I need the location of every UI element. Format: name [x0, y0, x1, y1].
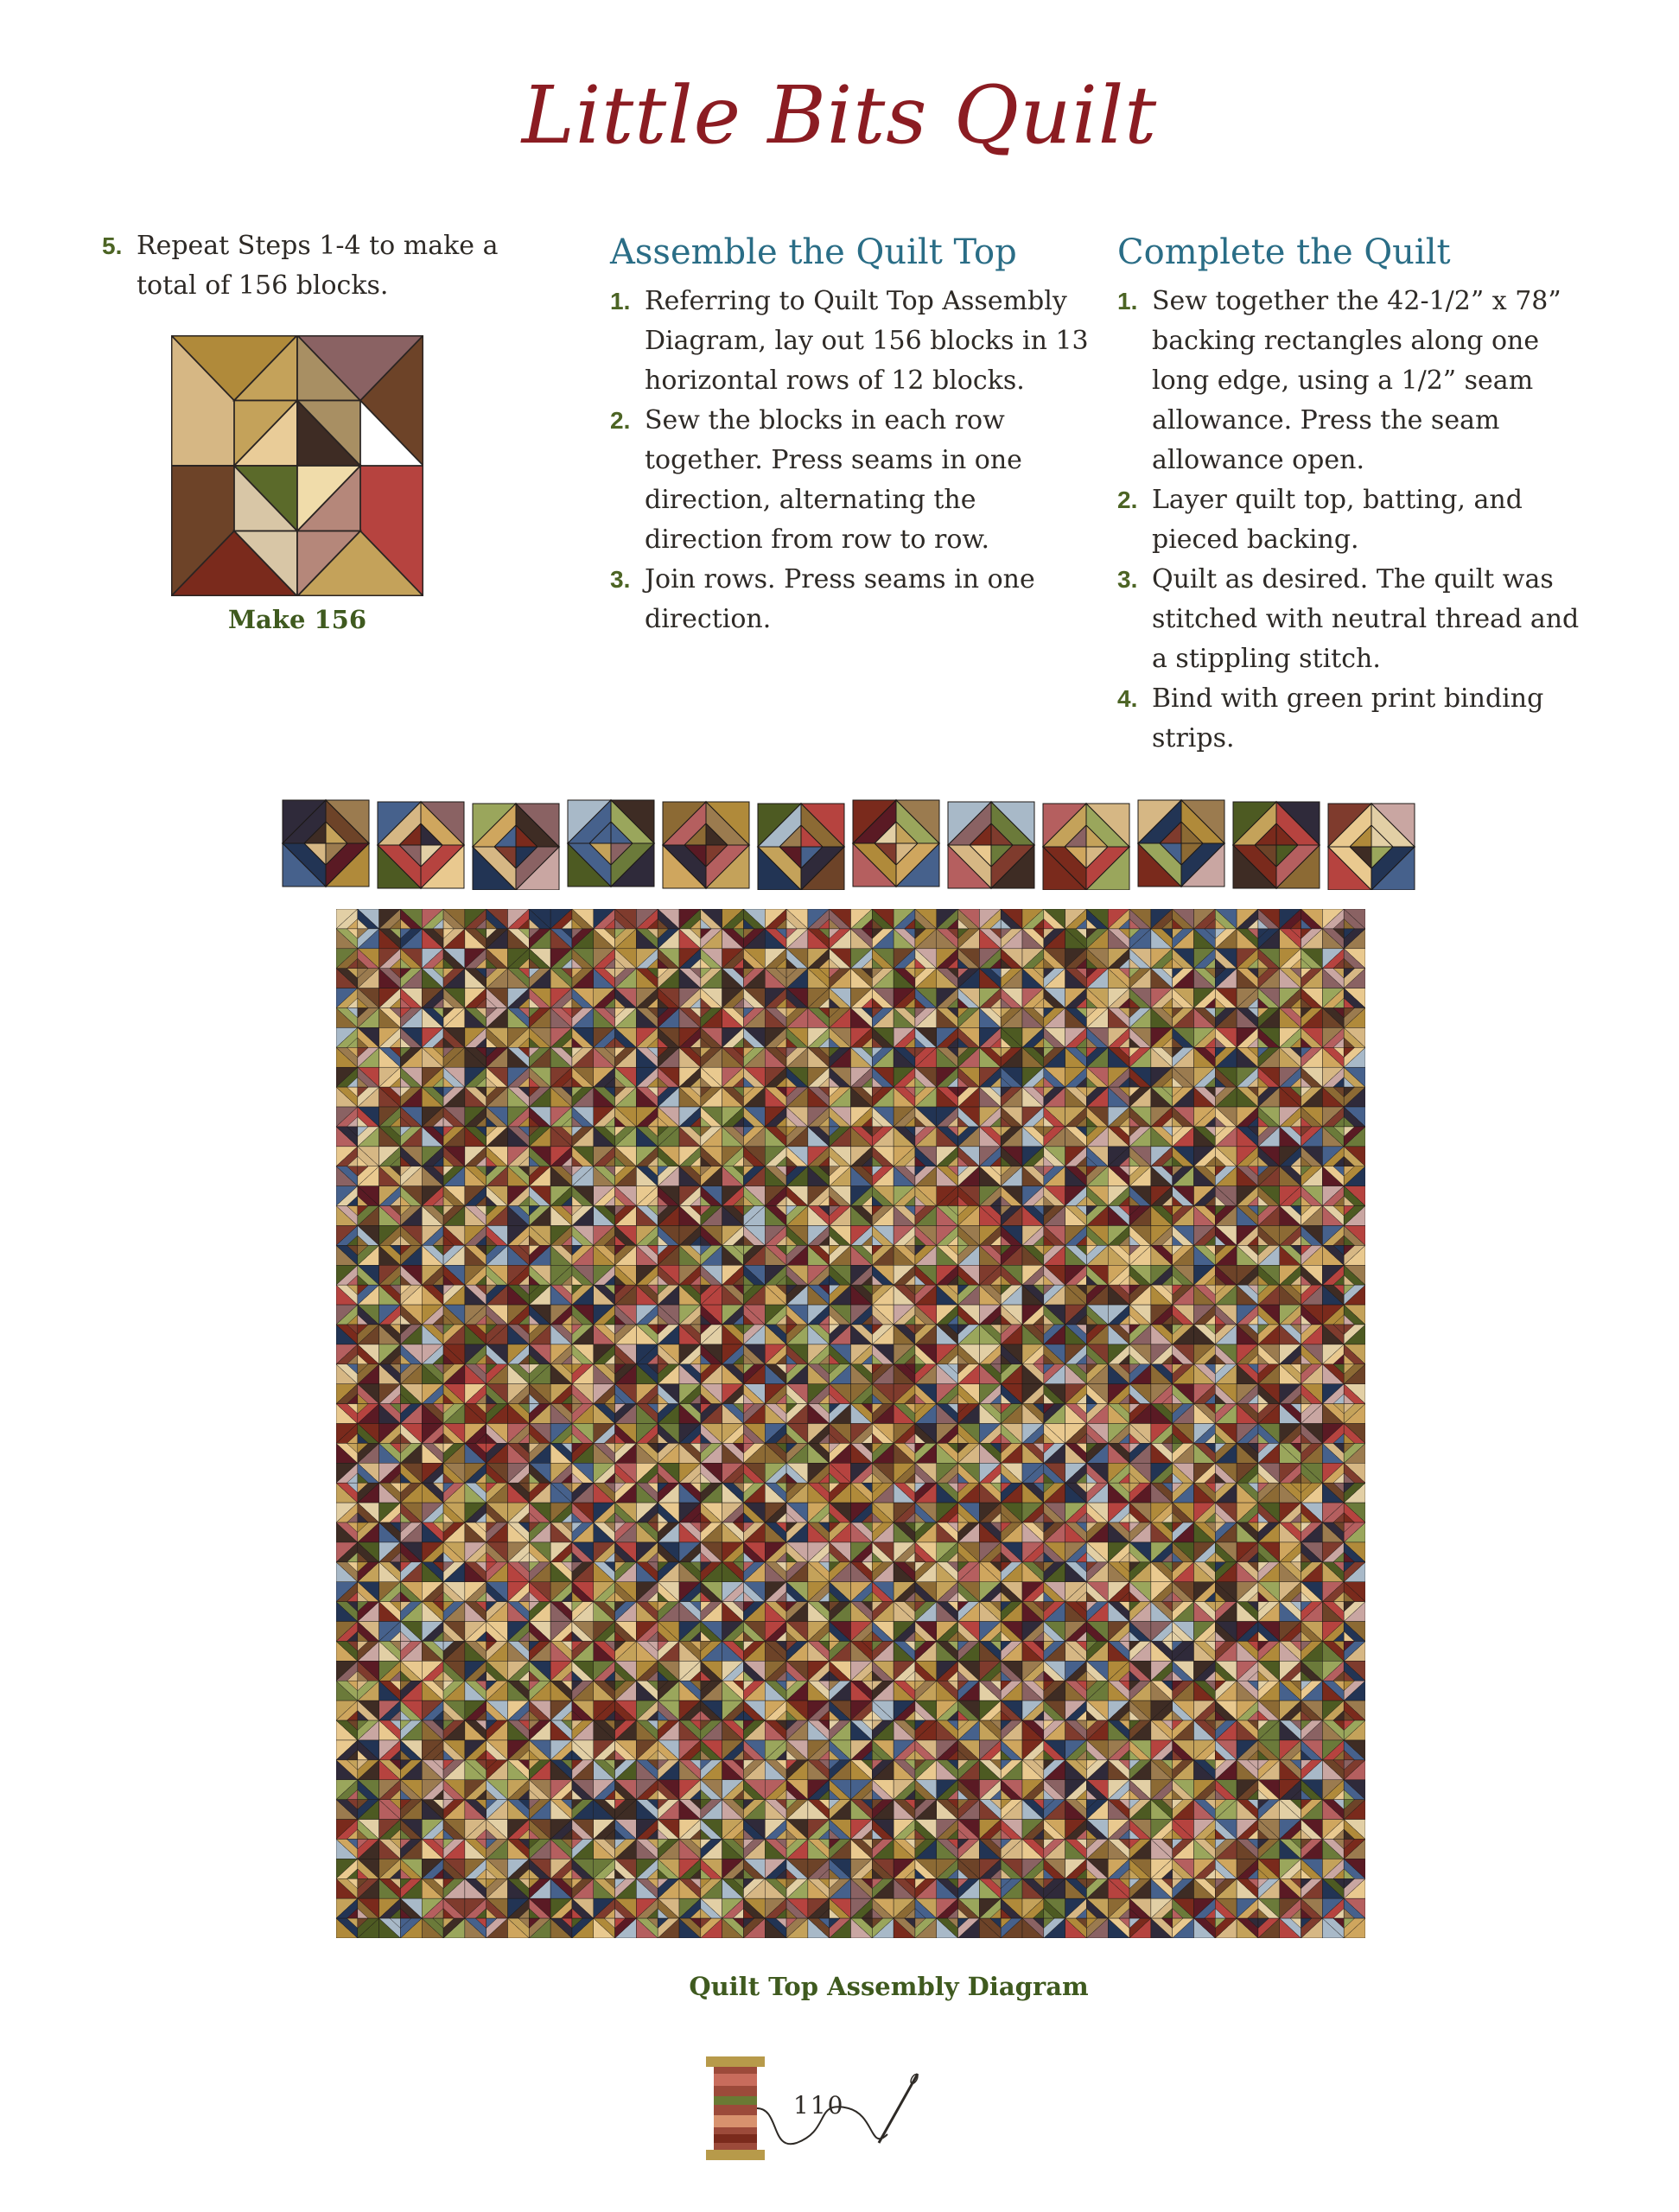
step-text: Layer quilt top, batting, and pieced backing. [1152, 485, 1523, 555]
step-5 [102, 226, 551, 306]
step-text: Quilt as desired. The quilt was stitched with neutral thread and a stippling stitch. [1152, 564, 1580, 674]
complete-step [1117, 282, 1584, 480]
step-text: Sew together the 42-1/2” x 78” backing rectangles along one long edge, using a 1/2” seam allowance. Press the seam allowance open. [1152, 286, 1561, 475]
step-number: 3. [610, 566, 631, 593]
complete-step [1117, 679, 1584, 759]
complete-step [1117, 560, 1584, 679]
quilt-assembly-diagram [336, 909, 1365, 1938]
assemble-section [610, 226, 1094, 639]
step-text: Join rows. Press seams in one direction. [645, 564, 1035, 634]
assemble-step [610, 560, 1094, 639]
complete-section [1117, 226, 1584, 759]
single-block-diagram [171, 335, 423, 596]
block-svg [171, 335, 423, 596]
step-text: Repeat Steps 1-4 to make a total of 156 blocks. [137, 231, 499, 301]
step-text: Referring to Quilt Top Assembly Diagram, lay out 156 blocks in 13 horizontal rows of 12 blocks. [645, 286, 1089, 396]
block-caption: Make 156 [227, 605, 367, 634]
assemble-heading: Assemble the Quilt Top [610, 232, 1017, 272]
complete-heading: Complete the Quilt [1117, 232, 1451, 272]
step-number: 4. [1117, 685, 1138, 712]
step-text: Sew the blocks in each row together. Press seams in one direction, alternating the direction from row to row. [645, 405, 1022, 555]
step-number: 1. [610, 288, 631, 315]
complete-step [1117, 480, 1584, 560]
step-text: Bind with green print binding strips. [1152, 683, 1544, 753]
page-title: Little Bits Quilt [521, 69, 1158, 162]
assemble-step [610, 282, 1094, 401]
sample-block-row [281, 793, 1421, 890]
step-number: 5. [102, 232, 123, 259]
step-number: 2. [610, 407, 631, 434]
left-column [102, 226, 551, 306]
assemble-step [610, 401, 1094, 560]
step-number: 1. [1117, 288, 1138, 315]
step-number: 3. [1117, 566, 1138, 593]
step-number: 2. [1117, 486, 1138, 513]
